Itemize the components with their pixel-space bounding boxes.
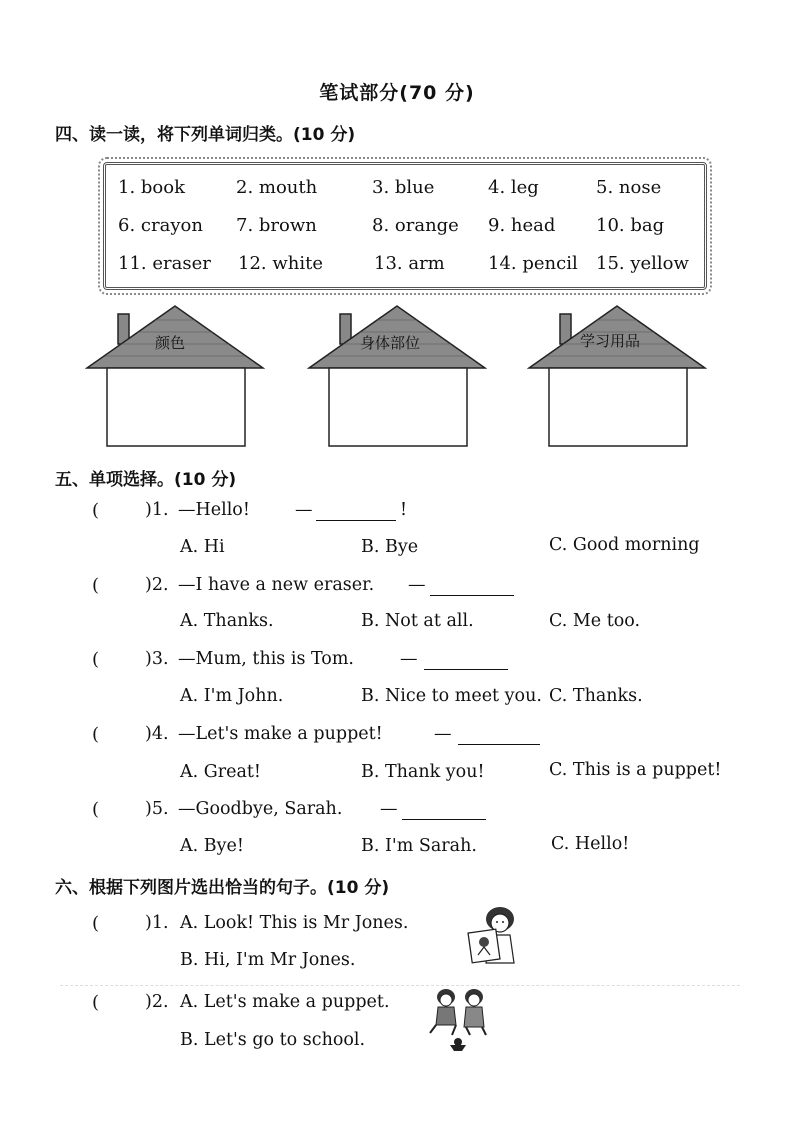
reply-dash: — [408, 575, 426, 595]
section-5-heading: 五、单项选择。(10 分) [55, 470, 237, 490]
answer-paren: ( [92, 575, 100, 596]
answer-blank[interactable] [402, 801, 486, 820]
question-prompt: —I have a new eraser. [178, 575, 375, 595]
option-a: A. Thanks. [180, 611, 274, 631]
question-prompt: —Let's make a puppet! [178, 724, 383, 744]
word-item: 8. orange [372, 215, 459, 236]
reply-dash: — [380, 799, 398, 819]
word-item: 5. nose [596, 177, 662, 198]
word-item: 15. yellow [596, 253, 689, 274]
option-a: A. Let's make a puppet. [180, 992, 390, 1012]
answer-paren: ( [92, 799, 100, 820]
question-number: )5. [145, 799, 169, 819]
option-b: B. Hi, I'm Mr Jones. [180, 950, 356, 970]
option-c: C. This is a puppet! [549, 760, 722, 780]
reply-dash: — [400, 649, 418, 669]
option-a: A. Hi [180, 537, 225, 557]
word-item: 13. arm [374, 253, 445, 274]
question-number: )4. [145, 724, 169, 744]
answer-paren: ( [92, 649, 100, 670]
answer-paren: ( [92, 913, 100, 934]
option-b: B. I'm Sarah. [361, 836, 477, 856]
answer-blank[interactable] [430, 577, 514, 596]
word-item: 6. crayon [118, 215, 203, 236]
option-a: A. I'm John. [180, 686, 284, 706]
house-school-supplies [527, 302, 707, 452]
option-c: C. Thanks. [549, 686, 643, 706]
house-label-body-parts: 身体部位 [360, 334, 421, 352]
page-title: 笔试部分(70 分) [319, 82, 475, 104]
house-body-parts [307, 302, 487, 452]
question-prompt: —Goodbye, Sarah. [178, 799, 343, 819]
option-b: B. Bye [361, 537, 419, 557]
word-item: 1. book [118, 177, 185, 198]
divider [60, 985, 740, 986]
option-b: B. Thank you! [361, 762, 485, 782]
word-item: 3. blue [372, 177, 435, 198]
answer-paren: ( [92, 500, 100, 521]
girl-holding-picture-illustration [464, 905, 524, 967]
answer-paren: ( [92, 992, 100, 1013]
word-item: 4. leg [488, 177, 539, 198]
section-4-heading: 四、读一读，将下列单词归类。(10 分) [55, 125, 356, 145]
word-item: 11. eraser [118, 253, 211, 274]
kids-with-puppet-illustration [426, 985, 498, 1055]
option-c: C. Good morning [549, 535, 700, 555]
option-c: C. Hello! [551, 834, 630, 854]
question-number: )2. [145, 992, 169, 1012]
section-6-heading: 六、根据下列图片选出恰当的句子。(10 分) [55, 878, 390, 898]
question-prompt: —Mum, this is Tom. [178, 649, 354, 669]
question-number: )2. [145, 575, 169, 595]
word-item: 10. bag [596, 215, 665, 236]
question-number: )3. [145, 649, 169, 669]
word-list-box [103, 162, 707, 290]
answer-paren: ( [92, 724, 100, 745]
reply-dash: — [434, 724, 452, 744]
option-a: A. Bye! [180, 836, 244, 856]
reply-dash: — [295, 500, 313, 520]
word-item: 2. mouth [236, 177, 318, 198]
word-item: 14. pencil [488, 253, 578, 274]
option-b: B. Let's go to school. [180, 1030, 366, 1050]
reply-suffix: ! [400, 500, 408, 520]
option-c: C. Me too. [549, 611, 641, 631]
word-item: 7. brown [236, 215, 317, 236]
option-a: A. Great! [180, 762, 261, 782]
option-b: B. Not at all. [361, 611, 474, 631]
answer-blank[interactable] [316, 502, 396, 521]
house-label-colors: 颜色 [155, 334, 186, 352]
word-item: 12. white [238, 253, 323, 274]
question-number: )1. [145, 500, 169, 520]
answer-blank[interactable] [458, 726, 540, 745]
answer-blank[interactable] [424, 651, 508, 670]
option-a: A. Look! This is Mr Jones. [180, 913, 409, 933]
question-prompt: —Hello! [178, 500, 250, 520]
option-b: B. Nice to meet you. [361, 686, 542, 706]
house-colors [85, 302, 265, 452]
question-number: )1. [145, 913, 169, 933]
house-label-school-supplies: 学习用品 [580, 332, 641, 350]
word-item: 9. head [488, 215, 556, 236]
